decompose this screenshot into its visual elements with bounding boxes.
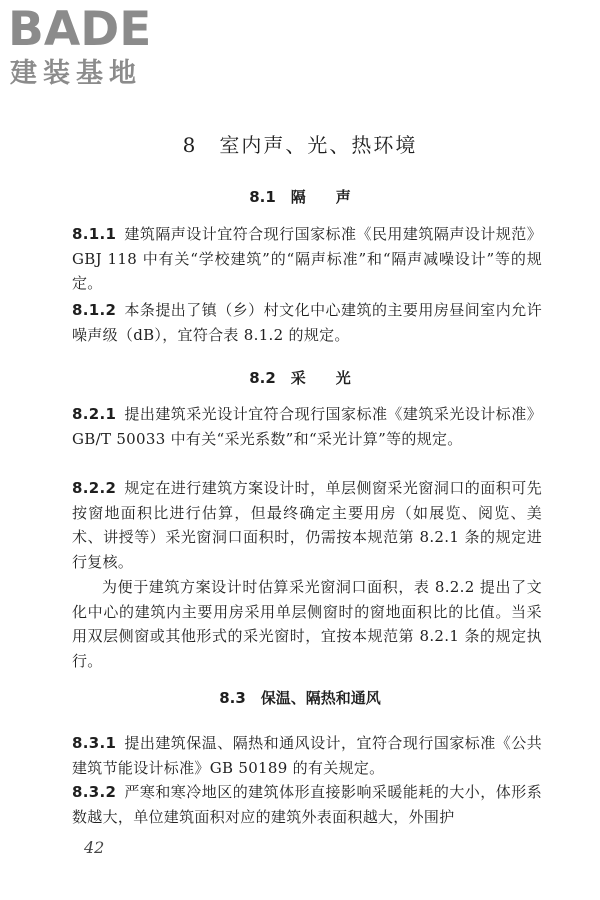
clause-text: 本条提出了镇（乡）村文化中心建筑的主要用房昼间室内允许噪声级（dB），宜符合表 8.1.2 的规定。 <box>72 301 542 344</box>
clause-number: 8.3.1 <box>72 734 117 752</box>
paragraph-8-2-1 <box>72 402 542 451</box>
clause-text: 规定在进行建筑方案设计时，单层侧窗采光窗洞口的面积可先按窗地面积比进行估算，但最终确定主要用房（如展览、阅览、美术、讲授等）采光窗洞口面积时，仍需按本规范第 8.2.1 条的规定进行复核。 <box>72 479 542 571</box>
clause-text: 为便于建筑方案设计时估算采光窗洞口面积，表 8.2.2 提出了文化中心的建筑内主要用房采用单层侧窗时的窗地面积比的比值。当采用双层侧窗或其他形式的采光窗时，宜按本规范第 8.2.1 条的规定执行。 <box>72 578 542 670</box>
paragraph-8-3-1 <box>72 731 542 780</box>
clause-text: 提出建筑保温、隔热和通风设计，宜符合现行国家标准《公共建筑节能设计标准》GB 50189 的有关规定。 <box>72 734 542 777</box>
logo-wordmark: BADE <box>8 2 152 57</box>
clause-number: 8.1.1 <box>72 225 117 243</box>
section-heading-8-2: 8.2 采 光 <box>249 369 351 387</box>
paragraph-8-2-2 <box>72 476 542 574</box>
paragraph-8-3-2 <box>72 780 542 829</box>
section-heading-8-3: 8.3 保温、隔热和通风 <box>219 689 381 707</box>
chapter-title: 8 室内声、光、热环境 <box>182 133 418 157</box>
paragraph-8-1-1 <box>72 222 542 296</box>
clause-number: 8.2.2 <box>72 479 117 497</box>
page-number: 42 <box>84 838 105 857</box>
clause-number: 8.3.2 <box>72 783 117 801</box>
paragraph-8-2-2-note <box>72 575 542 673</box>
paragraph-8-1-2 <box>72 298 542 347</box>
clause-text: 严寒和寒冷地区的建筑体形直接影响采暖能耗的大小，体形系数越大，单位建筑面积对应的建筑外表面积越大，外围护 <box>72 783 542 826</box>
section-heading-8-1: 8.1 隔 声 <box>249 188 351 206</box>
logo-subtitle: 建装基地 <box>10 58 142 89</box>
bade-logo <box>8 4 178 96</box>
clause-number: 8.1.2 <box>72 301 117 319</box>
clause-number: 8.2.1 <box>72 405 117 423</box>
clause-text: 建筑隔声设计宜符合现行国家标准《民用建筑隔声设计规范》GBJ 118 中有关“学校建筑”的“隔声标准”和“隔声减噪设计”等的规定。 <box>72 225 542 292</box>
clause-text: 提出建筑采光设计宜符合现行国家标准《建筑采光设计标准》GB/T 50033 中有关“采光系数”和“采光计算”等的规定。 <box>72 405 542 448</box>
